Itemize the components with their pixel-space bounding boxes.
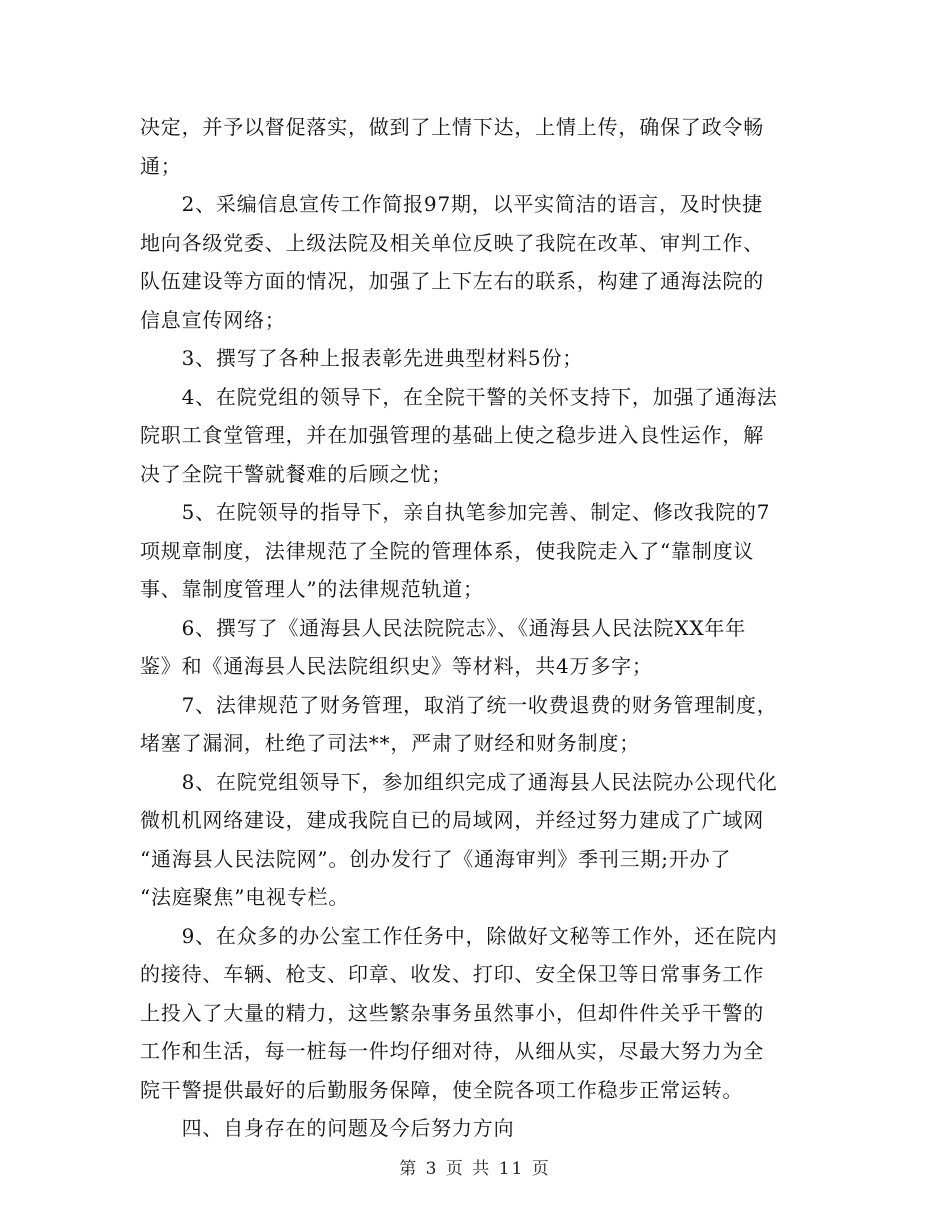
text-line: 3、撰写了各种上报表彰先进典型材料5份； bbox=[140, 346, 584, 370]
text-line: 项规章制度，法律规范了全院的管理体系，使我院走入了“靠制度议 bbox=[140, 538, 755, 563]
document-body bbox=[140, 108, 812, 1148]
text-line: 事、靠制度管理人”的法律规范轨道； bbox=[140, 577, 484, 601]
text-line: 鉴》和《通海县人民法院组织史》等材料，共4万多字； bbox=[140, 654, 653, 678]
text-line: 信息宣传网络； bbox=[140, 307, 286, 332]
text-line: 2、采编信息宣传工作简报97期，以平实简洁的语言，及时快捷 bbox=[140, 192, 763, 216]
text-line: “通海县人民法院网”。创办发行了《通海审判》季刊三期;开办了 bbox=[140, 846, 732, 871]
text-line: 上投入了大量的精力，这些繁杂事务虽然事小，但却件件关乎干警的 bbox=[140, 1000, 764, 1025]
text-line: 7、法律规范了财务管理，取消了统一收费退费的财务管理制度， bbox=[140, 692, 778, 717]
text-line: 9、在众多的办公室工作任务中，除做好文秘等工作外，还在院内 bbox=[140, 923, 778, 948]
text-line: 决了全院干警就餐难的后顾之忧； bbox=[140, 461, 452, 486]
page-number: 第 3 页 共 11 页 bbox=[399, 1159, 551, 1179]
text-line: “法庭聚焦”电视专栏。 bbox=[140, 885, 350, 909]
section-heading: 四、自身存在的问题及今后努力方向 bbox=[140, 1116, 515, 1140]
text-line: 工作和生活，每一桩每一件均仔细对待，从细从实，尽最大努力为全 bbox=[140, 1039, 764, 1063]
text-line: 院职工食堂管理，并在加强管理的基础上使之稳步进入良性运作，解 bbox=[140, 423, 764, 447]
text-line: 堵塞了漏洞，杜绝了司法**，严肃了财经和财务制度； bbox=[140, 731, 640, 755]
text-line: 6、撰写了《通海县人民法院院志》、《通海县人民法院XX年年 bbox=[140, 615, 747, 640]
text-line: 微机机网络建设，建成我院自已的局域网，并经过努力建成了广域网 bbox=[140, 808, 764, 832]
text-line: 8、在院党组领导下，参加组织完成了通海县人民法院办公现代化 bbox=[140, 769, 778, 794]
text-line: 队伍建设等方面的情况，加强了上下左右的联系，构建了通海法院的 bbox=[140, 269, 764, 293]
text-line: 4、在院党组的领导下，在全院干警的关怀支持下，加强了通海法 bbox=[140, 384, 778, 409]
text-line: 的接待、车辆、枪支、印章、收发、打印、安全保卫等日常事务工作 bbox=[140, 962, 764, 986]
text-line: 通； bbox=[140, 153, 182, 178]
text-line: 决定，并予以督促落实，做到了上情下达，上情上传，确保了政令畅 bbox=[140, 115, 764, 139]
text-line: 5、在院领导的指导下，亲自执笔参加完善、制定、修改我院的7 bbox=[140, 500, 771, 524]
text-line: 地向各级党委、上级法院及相关单位反映了我院在改革、审判工作、 bbox=[140, 230, 764, 255]
text-line: 院干警提供最好的后勤服务保障，使全院各项工作稳步正常运转。 bbox=[140, 1077, 744, 1102]
